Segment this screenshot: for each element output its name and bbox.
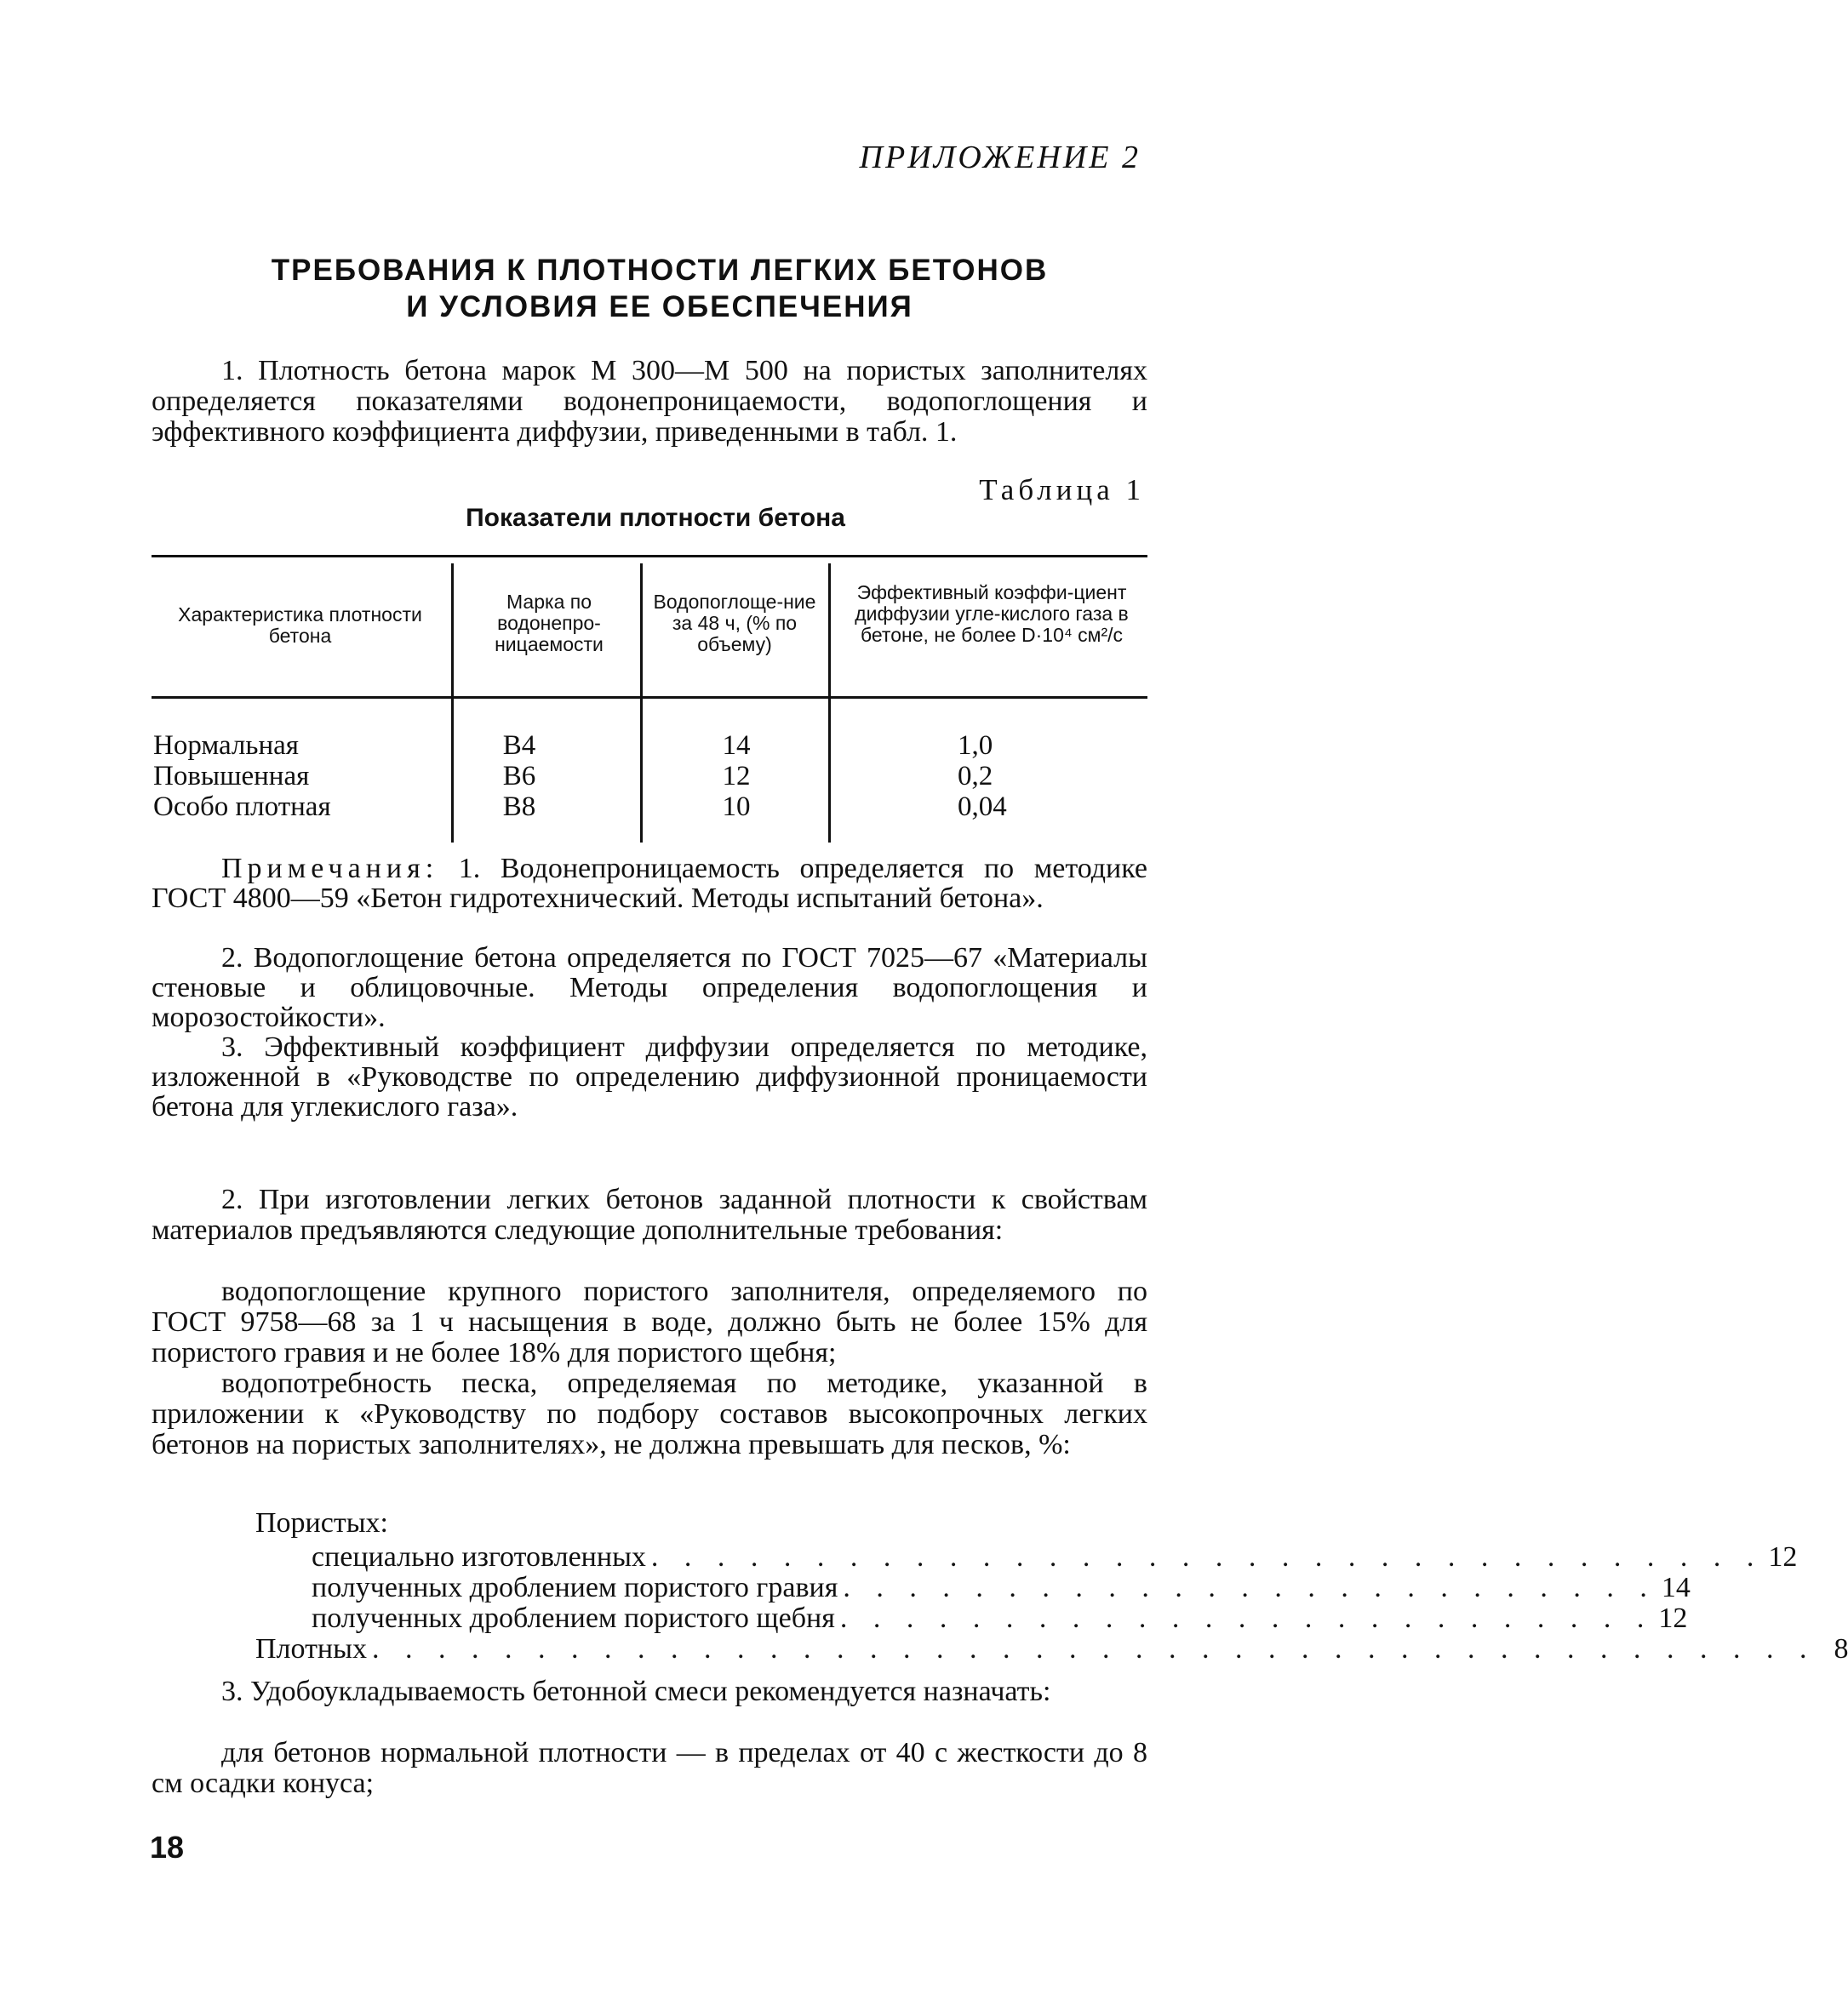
list-item (312, 1541, 1798, 1573)
porous-label: Пористых: (255, 1507, 388, 1539)
note-1 (152, 854, 1147, 913)
list-item (312, 1603, 1688, 1634)
list-item-value: 8 (1834, 1633, 1848, 1665)
section-2-paragraph: 2. При изготовлении легких бетонов заданной плотности к свойствам материалов предъявляются следующие дополнительные требования: (152, 1184, 1147, 1246)
table-cell-absorption: 10 (722, 791, 751, 822)
section-2-water-absorption: водопоглощение крупного пористого заполнителя, определяемого по ГОСТ 9758—68 за 1 ч насыщения в воде, должно быть не более 15% для пористого гравия и не более 18% для пористого щебня; (152, 1276, 1147, 1368)
appendix-label: ПРИЛОЖЕНИЕ 2 (859, 140, 1141, 175)
table-column-divider (828, 563, 831, 843)
title-line-2: И УСЛОВИЯ ЕЕ ОБЕСПЕЧЕНИЯ (406, 290, 913, 323)
list-item-value: 14 (1661, 1572, 1691, 1603)
section-2-water-demand: водопотребность песка, определяемая по методике, указанной в приложении к «Руководству по подбору составов высокопрочных легких бетонов на пористых заполнителях», не должна превышать для песков, %: (152, 1368, 1147, 1460)
table-cell-grade: В8 (502, 791, 536, 822)
section-3-paragraph: 3. Удобоукладываемость бетонной смеси рекомендуется назначать: (221, 1676, 1051, 1707)
list-item-value: 12 (1658, 1603, 1688, 1634)
table-cell-absorption: 14 (722, 730, 751, 761)
list-item-label: полученных дроблением пористого щебня (312, 1603, 835, 1634)
table-title: Показатели плотности бетона (466, 504, 845, 532)
intro-paragraph: 1. Плотность бетона марок М 300—М 500 на пористых заполнителях определяется показателями водонепроницаемости, водопоглощения и эффективного коэффициента диффузии, приведенными в табл. 1. (152, 355, 1147, 448)
table-cell-name: Нормальная (153, 730, 299, 761)
sand-list (255, 1507, 1848, 1665)
table-header-grade: Марка по водонепро-ницаемости (495, 591, 604, 655)
table-top-rule (152, 555, 1147, 557)
leader-dots: . . . . . . . . . . . . . . . . . . . . . . . . . . . . . . . . . . . . . . . . . . . . (371, 1633, 1817, 1665)
leader-dots: . . . . . . . . . . . . . . . . . . . . . . . . . (839, 1603, 1654, 1634)
section-3-normal-density: для бетонов нормальной плотности — в пределах от 40 с жесткости до 8 см осадки конуса; (152, 1737, 1147, 1799)
list-item (312, 1572, 1691, 1603)
page-number: 18 (150, 1830, 185, 1865)
list-item-label: полученных дроблением пористого гравия (312, 1572, 838, 1603)
table-header-characteristic: Характеристика плотности бетона (178, 603, 422, 647)
table-column-divider (640, 563, 643, 843)
list-item-value: 12 (1768, 1541, 1798, 1573)
table-cell-name: Особо плотная (153, 791, 331, 822)
table-cell-diffusion: 0,2 (958, 761, 993, 791)
note-3: 3. Эффективный коэффициент диффузии определяется по методике, изложенной в «Руководстве по определению диффузионной проницаемости бетона для углекислого газа». (152, 1031, 1147, 1123)
note-2: 2. Водопоглощение бетона определяется по ГОСТ 7025—67 «Материалы стеновые и облицовочные. Методы определения водопоглощения и морозостойкости». (152, 942, 1147, 1033)
leader-dots: . . . . . . . . . . . . . . . . . . . . . . . . . . . . . . . . . . (650, 1541, 1764, 1573)
list-item (255, 1633, 1848, 1665)
table-label: Таблица 1 (979, 473, 1145, 506)
page-title (153, 252, 1166, 325)
table-column-divider (451, 563, 454, 843)
list-item (255, 1508, 1073, 1539)
table-header-absorption: Водопоглоще-ние за 48 ч, (% по объему) (653, 591, 816, 655)
table-cell-grade: В6 (502, 761, 536, 791)
table-cell-diffusion: 1,0 (958, 730, 993, 761)
list-item-label: специально изготовленных (312, 1541, 646, 1573)
note-1-text: 1. Водонепроницаемость определяется по методике ГОСТ 4800—59 «Бетон гидротехнический. Методы испытаний бетона». (152, 853, 1148, 914)
notes-label: Примечания: (221, 853, 439, 884)
title-line-1: ТРЕБОВАНИЯ К ПЛОТНОСТИ ЛЕГКИХ БЕТОНОВ (271, 254, 1049, 287)
table-cell-grade: В4 (502, 730, 536, 761)
table-header-rule (152, 696, 1147, 699)
list-item-label: Плотных (255, 1633, 367, 1665)
leader-dots: . . . . . . . . . . . . . . . . . . . . . . . . . (843, 1572, 1656, 1603)
table-cell-diffusion: 0,04 (958, 791, 1007, 822)
table-cell-absorption: 12 (722, 761, 751, 791)
table-cell-name: Повышенная (153, 761, 310, 791)
table-header-diffusion: Эффективный коэффи-циент диффузии угле-кислого газа в бетоне, не более D·10⁴ см²/с (855, 581, 1129, 646)
